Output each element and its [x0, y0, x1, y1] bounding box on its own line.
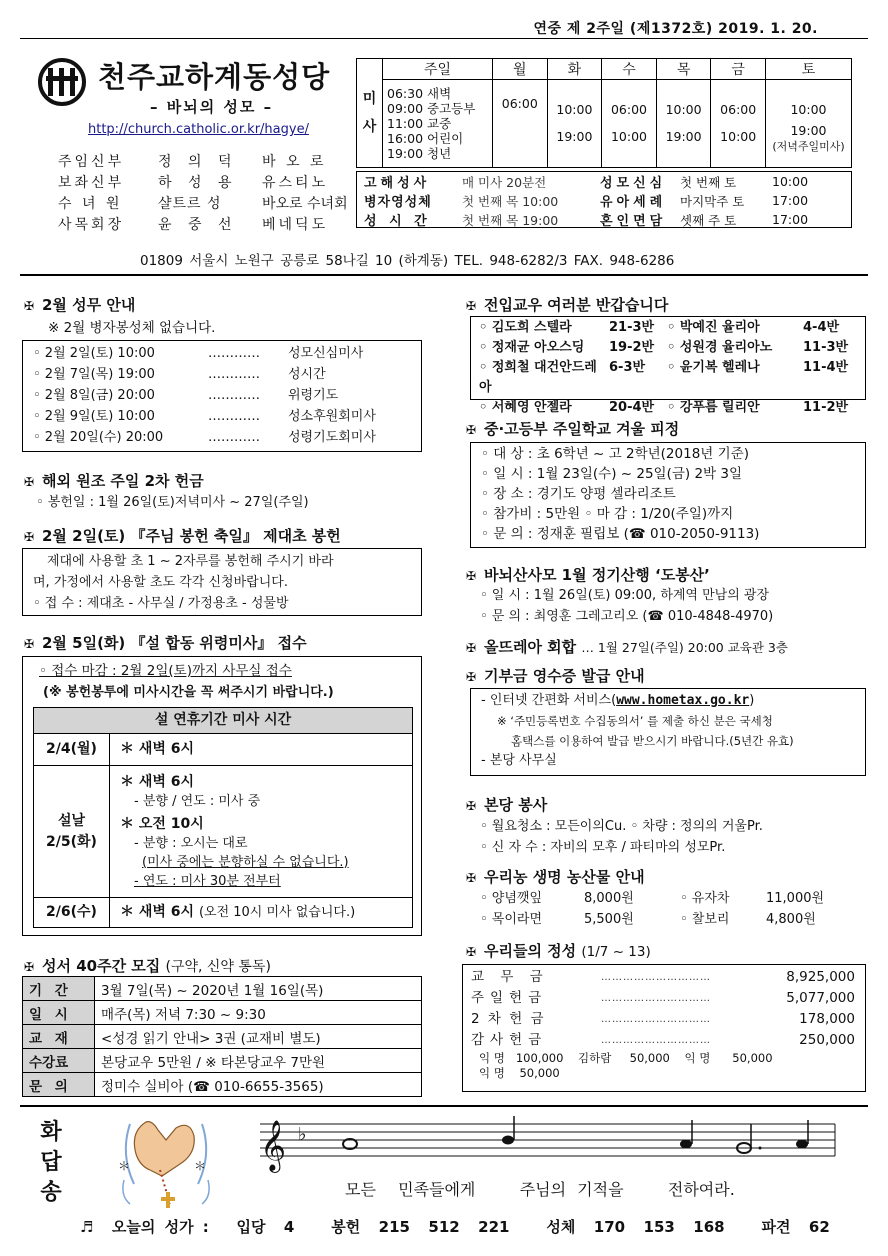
item-dots: …………	[208, 346, 260, 361]
newcomer-group: 20-4반	[609, 400, 655, 415]
item-date: ◦ 2월 20일(수) 20:00	[33, 430, 164, 445]
item-dots: …………	[208, 367, 260, 382]
friday-times	[711, 80, 766, 168]
section-title	[24, 955, 271, 976]
church-logo-icon	[38, 58, 86, 106]
receipt-text: - 인터넷 간편화 서비스(	[481, 693, 617, 708]
sacrament-time: 마지막주 토	[680, 193, 745, 209]
time-line: - 연도 : 미사 30분 전부터	[134, 873, 281, 889]
cross-mark-icon: ✠	[466, 569, 477, 583]
table-row	[23, 977, 422, 1001]
item-event: 성령기도회미사	[288, 430, 376, 445]
offering-amount: 250,000	[799, 1032, 855, 1048]
responsorial-label: 화 답 송	[40, 1120, 62, 1205]
mass-time: 09:00 중고등부	[387, 101, 476, 116]
table-day: 2/4(월)	[34, 734, 110, 766]
responsorial-lyrics: 모든 민족들에게 주님의 기적을 전하여라.	[345, 1180, 735, 1199]
list-item	[479, 358, 857, 398]
sacrament-row	[356, 172, 852, 191]
day-header: 금	[711, 59, 766, 80]
table-row	[23, 1049, 422, 1073]
sacrament-time: 17:00	[772, 212, 809, 227]
list-item	[480, 888, 860, 909]
section-title-text: 본당 봉사	[484, 796, 548, 814]
offering-dots: …………………………	[601, 972, 711, 983]
list-item	[33, 385, 411, 406]
section-title	[466, 636, 788, 657]
cross-mark-icon: ✠	[466, 670, 477, 684]
section-title	[466, 665, 645, 686]
receipt-line	[481, 691, 855, 711]
sunday-times	[383, 80, 493, 168]
notice-text: 며, 가정에서 사용할 초도 각각 신청바랍니다.	[33, 575, 288, 590]
section-title-text: 중·고등부 주일학교 겨울 피정	[484, 420, 680, 438]
list-item	[480, 909, 860, 930]
item-event: 성모신심미사	[288, 346, 364, 361]
produce-price: 8,000원	[584, 891, 634, 906]
mass-time: 06:30 새벽	[387, 86, 452, 101]
anonymous-offerings: 익 명 100,000 김하람 50,000 익 명 50,000	[479, 1051, 773, 1065]
item-event: 성소후원회미사	[288, 409, 376, 424]
issue-info: 연중 제 2주일 (제1372호) 2019. 1. 20.	[533, 21, 818, 37]
item-dots: …………	[208, 388, 260, 403]
day-header: 목	[656, 59, 711, 80]
day-header: 토	[766, 59, 852, 80]
section-title-text: 해외 원조 주일 2차 헌금	[42, 472, 204, 490]
sacrament-label: 병자영성체	[364, 195, 432, 210]
section-text: ◦ 일 시 : 1월 26일(토) 09:00, 하계역 만남의 광장	[480, 588, 770, 603]
cross-mark-icon: ✠	[24, 960, 35, 974]
donation-receipt-box	[470, 688, 866, 776]
offering-row	[471, 1009, 857, 1030]
sacrament-label: 성 시 간	[364, 214, 431, 229]
day-header: 수	[602, 59, 657, 80]
time-line: ＊ 새벽 6시	[120, 773, 195, 790]
svg-text:＊: ＊	[194, 1159, 207, 1173]
sacrament-row	[356, 210, 852, 229]
cross-mark-icon: ✠	[466, 641, 477, 655]
newcomer-name: ◦ 강푸름 릴리안	[667, 400, 760, 415]
staff-name: 샬트르 성	[158, 196, 222, 212]
section-title	[24, 294, 135, 315]
newcomer-name: ◦ 정희철 대건안드레아	[479, 360, 597, 395]
staff-list	[58, 152, 348, 236]
newcomer-group: 21-3반	[609, 320, 655, 335]
notice-text: (※ 봉헌봉투에 미사시간을 꼭 써주시기 바랍니다.)	[43, 685, 334, 700]
candle-notice-box	[22, 548, 422, 616]
newcomer-name: ◦ 서혜영 안젤라	[479, 400, 572, 415]
section-title-sub: (구약, 신약 통독)	[165, 959, 271, 975]
retreat-line: ◦ 문 의 : 정재훈 필립보 (☎ 010-2050-9113)	[481, 526, 760, 542]
section-title	[466, 940, 651, 961]
list-item	[33, 343, 411, 364]
offering-box	[462, 964, 866, 1092]
memorial-mass-box	[22, 656, 422, 936]
offering-row	[471, 1030, 857, 1051]
monday-times: 06:00	[493, 80, 548, 168]
row-value: 매주(목) 저녁 7:30 ~ 9:30	[95, 1001, 422, 1025]
mass-time: 19:00 청년	[387, 146, 452, 161]
receipt-line: - 본당 사무실	[481, 753, 557, 768]
header-divider	[20, 38, 868, 39]
section-title-text: 우리농 생명 농산물 안내	[484, 868, 645, 886]
staff-saint: 베네딕도	[262, 217, 329, 233]
staff-row	[58, 215, 348, 236]
svg-text:♭: ♭	[298, 1124, 307, 1145]
produce-name: ◦ 양념깻잎	[480, 891, 543, 906]
sacrament-time: 첫 번째 토	[680, 174, 737, 190]
item-event: 위령기도	[288, 388, 339, 403]
praying-hands-icon	[110, 1114, 222, 1214]
time-line: ＊ 오전 10시	[120, 815, 204, 832]
offering-label: 교 무 금	[471, 969, 549, 985]
tuesday-times	[547, 80, 602, 168]
produce-name: ◦ 유자차	[680, 891, 730, 906]
row-key: 기 간	[23, 977, 95, 1001]
produce-name: ◦ 목이라면	[480, 912, 543, 927]
staff-name: 윤 중 선	[158, 217, 238, 233]
item-dots: …………	[208, 430, 260, 445]
produce-name: ◦ 찰보리	[680, 912, 730, 927]
sacrament-label: 고해성사	[364, 176, 431, 191]
cross-mark-icon: ✠	[24, 299, 35, 313]
newcomer-name: ◦ 박예진 율리아	[667, 320, 760, 335]
notice-text: ◦ 접 수 : 제대초 - 사무실 / 가정용초 - 성물방	[33, 596, 289, 611]
church-address: 01809 서울시 노원구 공릉로 58나길 10 (하계동) TEL. 948-6282/3 FAX. 948-6286	[140, 253, 675, 269]
newcomer-group: 19-2반	[609, 340, 655, 355]
mass-time: 10:00	[556, 102, 593, 117]
bottom-divider	[20, 1105, 868, 1107]
row-value: 본당교우 5만원 / ※ 타본당교우 7만원	[95, 1049, 422, 1073]
receipt-text: )	[749, 693, 755, 708]
receipt-note: 홈택스를 이용하여 발급 받으시기 바랍니다.(5년간 유효)	[511, 734, 794, 748]
day-label: 설날	[57, 812, 86, 829]
section-title	[24, 632, 307, 653]
mass-time: 10:00	[720, 129, 757, 144]
mass-time: 19:00	[665, 129, 702, 144]
staff-saint: 유스티노	[262, 175, 329, 191]
mass-note: (저녁주일미사)	[772, 140, 845, 153]
section-title-text: 2월 성무 안내	[42, 296, 136, 314]
item-event: 성시간	[288, 367, 326, 382]
staff-saint: 바오로 수녀회	[262, 196, 348, 212]
todays-hymns: ♬ 오늘의 성가 : 입당 4 봉헌 215 512 221 성체 170 153 168 파견 62	[80, 1218, 830, 1236]
sacrament-label: 성모신심	[600, 176, 667, 191]
list-item	[479, 398, 857, 418]
hometax-link[interactable]: www.hometax.go.kr	[616, 693, 750, 708]
produce-price: 5,500원	[584, 912, 634, 927]
section-title-text: 우리들의 정성	[484, 942, 577, 960]
table-time: ＊ 새벽 6시	[110, 734, 413, 766]
day-header: 월	[493, 59, 548, 80]
section-title-text: 2월 5일(화) 『설 합동 위령미사』 접수	[42, 634, 307, 652]
mass-time: 19:00	[790, 123, 827, 138]
address-divider	[20, 274, 868, 276]
offering-amount: 5,077,000	[786, 990, 855, 1006]
row-key: 문 의	[23, 1073, 95, 1097]
row-value: 3월 7일(목) ~ 2020년 1월 16일(목)	[95, 977, 422, 1001]
row-key: 교 재	[23, 1025, 95, 1049]
offering-dots: …………………………	[601, 1035, 711, 1046]
table-row	[23, 1073, 422, 1097]
list-item	[33, 364, 411, 385]
list-item	[479, 338, 857, 358]
item-date: ◦ 2월 8일(금) 20:00	[33, 388, 155, 403]
section-title-text: 전입교우 여러분 반갑습니다	[484, 296, 669, 314]
retreat-box	[470, 442, 866, 548]
staff-role: 사목회장	[58, 217, 125, 233]
row-key: 일 시	[23, 1001, 95, 1025]
newcomer-name: ◦ 김도희 스텔라	[479, 320, 572, 335]
table-row	[23, 1025, 422, 1049]
section-title	[466, 294, 668, 315]
day-label: 2/5(화)	[46, 833, 97, 850]
newcomers-box	[470, 316, 866, 415]
offering-label: 주일헌금	[471, 990, 548, 1006]
newcomer-group: 11-4반	[803, 360, 849, 375]
section-title-sub: … 1월 27일(주일) 20:00 교육관 3층	[581, 640, 788, 655]
list-item	[33, 406, 411, 427]
offering-row	[471, 967, 857, 988]
section-text: ◦ 봉헌일 : 1월 26일(토)저녁미사 ~ 27일(주일)	[36, 495, 309, 510]
svg-text:𝄞: 𝄞	[260, 1120, 287, 1171]
staff-row	[58, 173, 348, 194]
newcomer-group: 4-4반	[803, 320, 840, 335]
list-item	[33, 427, 411, 448]
sacrament-time: 첫 번째 목 10:00	[462, 193, 559, 209]
time-line: ＊ 새벽 6시	[120, 904, 195, 920]
mass-time: 16:00 어린이	[387, 131, 464, 146]
staff-role: 수 녀 원	[58, 196, 123, 212]
anonymous-offerings: 익 명 50,000	[479, 1066, 560, 1080]
section-title-text: 2월 2일(토) 『주님 봉헌 축일』 제대초 봉헌	[42, 527, 341, 545]
section-text: ◦ 월요청소 : 모든이의Cu. ◦ 차량 : 정의의 거울Pr.	[480, 819, 763, 834]
offering-amount: 8,925,000	[786, 969, 855, 985]
staff-role: 보좌신부	[58, 175, 125, 191]
church-url-link[interactable]: http://church.catholic.or.kr/hagye/	[88, 122, 309, 137]
produce-list	[480, 888, 860, 930]
staff-saint: 바 오 로	[262, 154, 327, 170]
bible-course-table	[22, 976, 422, 1097]
section-title-text: 바뇌산사모 1월 정기산행 ‘도봉산’	[484, 566, 710, 584]
holiday-mass-table	[33, 707, 413, 928]
table-time	[110, 766, 413, 898]
staff-name: 정 의 덕	[158, 154, 238, 170]
mass-time: 10:00	[665, 102, 702, 117]
section-title-sub: (1/7 ~ 13)	[581, 944, 651, 960]
staff-row	[58, 194, 348, 215]
section-title	[24, 470, 204, 491]
offering-row	[471, 988, 857, 1009]
offering-label: 감사헌금	[471, 1032, 548, 1048]
cross-mark-icon: ✠	[24, 475, 35, 489]
offering-dots: …………………………	[601, 993, 711, 1004]
section-title	[466, 418, 679, 439]
mass-time: 10:00	[610, 129, 647, 144]
sacrament-label: 유아세례	[600, 195, 667, 210]
newcomer-name: ◦ 정재균 아오스딩	[479, 340, 585, 355]
time-note: (오전 10시 미사 없습니다.)	[198, 905, 356, 920]
newcomer-group: 11-3반	[803, 340, 849, 355]
section-text: ◦ 신 자 수 : 자비의 모후 / 파티마의 성모Pr.	[480, 840, 726, 855]
row-value: 정미수 실비아 (☎ 010-6655-3565)	[95, 1073, 422, 1097]
retreat-line: ◦ 대 상 : 초 6학년 ~ 고 2학년(2018년 기준)	[481, 446, 749, 462]
item-date: ◦ 2월 7일(목) 19:00	[33, 367, 155, 382]
section-title	[466, 794, 547, 815]
mass-time: 06:00	[720, 102, 757, 117]
offering-label: 2 차 헌 금	[471, 1011, 546, 1027]
day-header: 주일	[383, 59, 493, 80]
section-title	[466, 866, 645, 887]
item-date: ◦ 2월 9일(토) 10:00	[33, 409, 155, 424]
newcomer-group: 11-2반	[803, 400, 849, 415]
mass-time: 06:00	[610, 102, 647, 117]
section-title-text: 올뜨레아 회합	[484, 638, 577, 656]
sacrament-time: 10:00	[772, 174, 809, 189]
section-title	[24, 525, 341, 546]
cross-mark-icon: ✠	[466, 871, 477, 885]
sacrament-time: 셋째 주 토	[680, 212, 737, 228]
time-line: (미사 중에는 분향하실 수 없습니다.)	[142, 854, 349, 870]
mass-time: 10:00	[790, 102, 827, 117]
table-day: 2/6(수)	[34, 898, 110, 928]
produce-price: 4,800원	[766, 912, 816, 927]
staff-row	[58, 152, 348, 173]
sacrament-time: 매 미사 20분전	[462, 174, 547, 190]
row-key: 수강료	[23, 1049, 95, 1073]
section-note: ※ 2월 병자봉성체 없습니다.	[48, 320, 216, 336]
table-row	[23, 1001, 422, 1025]
mass-schedule-table	[356, 58, 852, 168]
receipt-note: ※ ‘주민등록번호 수집동의서’ 를 제출 하신 분은 국세청	[497, 714, 773, 728]
retreat-line: ◦ 장 소 : 경기도 양평 셀라리조트	[481, 486, 676, 502]
newcomer-group: 6-3반	[609, 360, 646, 375]
section-title-text: 기부금 영수증 발급 안내	[484, 667, 645, 685]
item-date: ◦ 2월 2일(토) 10:00	[33, 346, 155, 361]
row-value: <성경 읽기 안내> 3권 (교재비 별도)	[95, 1025, 422, 1049]
day-header: 화	[547, 59, 602, 80]
sacrament-row	[356, 191, 852, 210]
cross-mark-icon: ✠	[466, 423, 477, 437]
saturday-times	[766, 80, 852, 168]
table-time	[110, 898, 413, 928]
cross-mark-icon: ✠	[466, 299, 477, 313]
section-title-text: 성서 40주간 모집	[42, 957, 161, 975]
cross-mark-icon: ✠	[24, 637, 35, 651]
mass-time: 11:00 교중	[387, 116, 452, 131]
thursday-times	[656, 80, 711, 168]
mass-side-label: 미 사	[357, 59, 383, 168]
time-line: - 분향 : 오시는 대로	[134, 835, 248, 851]
church-name: 천주교하계동성당	[98, 60, 331, 94]
music-staff	[250, 1114, 840, 1176]
sacraments-table	[356, 172, 852, 229]
sacrament-time: 첫 번째 목 19:00	[462, 212, 559, 228]
produce-price: 11,000원	[766, 891, 825, 906]
staff-name: 하 성 용	[158, 175, 238, 191]
retreat-line: ◦ 참가비 : 5만원 ◦ 마 감 : 1/20(주일)까지	[481, 506, 734, 522]
time-line: - 분향 / 연도 : 미사 중	[134, 793, 261, 809]
section-title	[466, 564, 710, 585]
schedule-list	[22, 340, 422, 452]
wednesday-times	[602, 80, 657, 168]
church-subtitle: – 바뇌의 성모 –	[150, 98, 274, 116]
item-dots: …………	[208, 409, 260, 424]
staff-role: 주임신부	[58, 154, 125, 170]
sacrament-label: 혼인면담	[600, 214, 667, 229]
cross-mark-icon: ✠	[24, 530, 35, 544]
table-day	[34, 766, 110, 898]
mass-time: 19:00	[556, 129, 593, 144]
notice-text: 제대에 사용할 초 1 ~ 2자루를 봉헌해 주시기 바라	[47, 554, 334, 569]
notice-text: ◦ 접수 마감 : 2월 2일(토)까지 사무실 접수	[39, 663, 292, 679]
sacrament-time: 17:00	[772, 193, 809, 208]
list-item	[479, 318, 857, 338]
newcomer-name: ◦ 성원경 율리아노	[667, 340, 773, 355]
retreat-line: ◦ 일 시 : 1월 23일(수) ~ 25일(금) 2박 3일	[481, 466, 743, 482]
svg-text:＊: ＊	[118, 1159, 131, 1173]
table-header: 설 연휴기간 미사 시간	[34, 708, 413, 734]
cross-mark-icon: ✠	[466, 799, 477, 813]
offering-dots: …………………………	[601, 1014, 711, 1025]
offering-amount: 178,000	[799, 1011, 855, 1027]
section-text: ◦ 문 의 : 최영훈 그레고리오 (☎ 010-4848-4970)	[480, 609, 774, 624]
newcomer-name: ◦ 윤기복 헬레나	[667, 360, 760, 375]
cross-mark-icon: ✠	[466, 945, 477, 959]
